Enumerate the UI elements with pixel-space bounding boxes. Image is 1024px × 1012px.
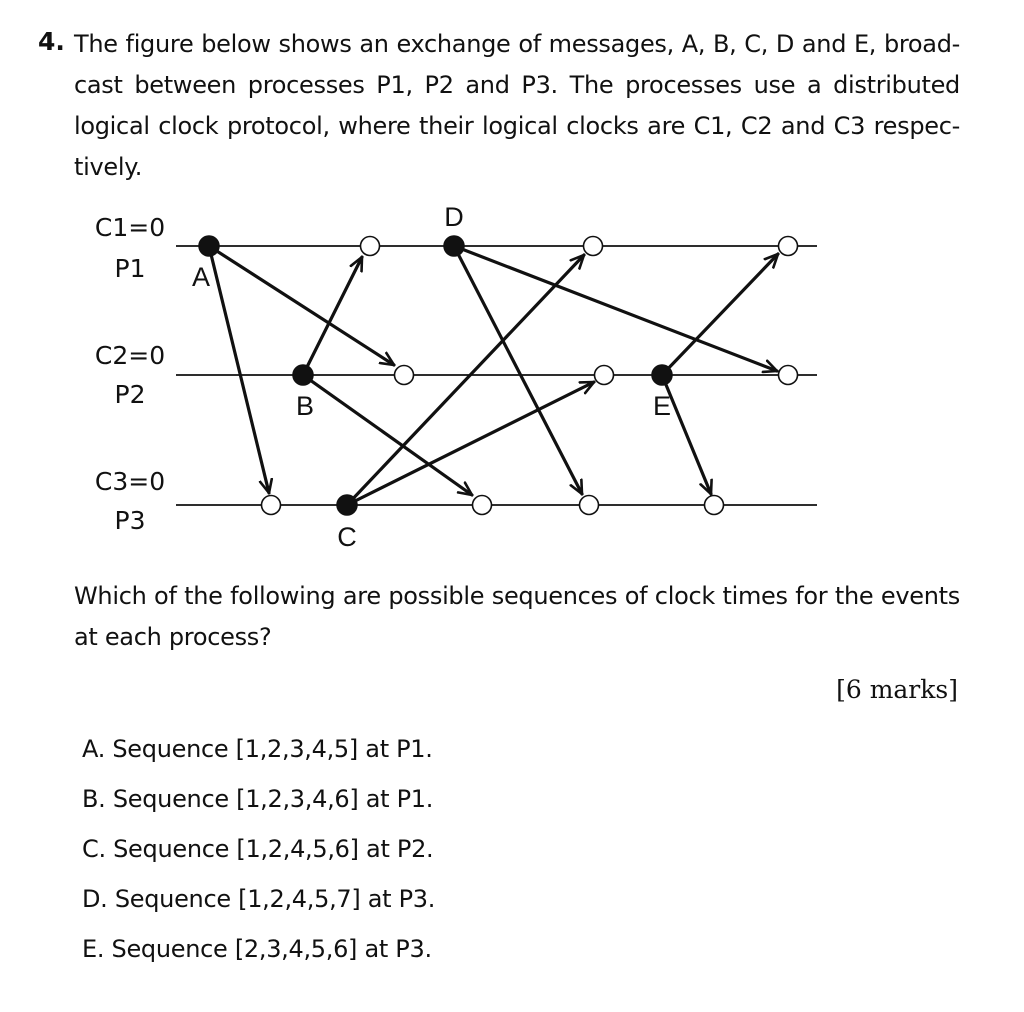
receive-event-p3-a <box>262 496 281 515</box>
arrow-c-to-p1 <box>347 255 584 505</box>
send-event-d <box>444 236 464 256</box>
prompt-line: Which of the following are possible sequences of clock times for the events <box>74 582 960 610</box>
p1-clock-label: C1=0 <box>94 213 166 242</box>
option-c: C. Sequence [1,2,4,5,6] at P2. <box>82 835 434 863</box>
p3-name-label: P3 <box>114 506 146 535</box>
send-event-c <box>337 495 357 515</box>
send-event-e <box>652 365 672 385</box>
message-label-a: A <box>191 262 211 292</box>
receive-event-p3-e <box>705 496 724 515</box>
option-b: B. Sequence [1,2,3,4,6] at P1. <box>82 785 434 813</box>
question-line: The figure below shows an exchange of messages, A, B, C, D and E, broad- <box>74 30 960 58</box>
message-label-b: B <box>295 391 315 421</box>
send-event-b <box>293 365 313 385</box>
prompt-line: at each process? <box>74 623 272 651</box>
p1-name-label: P1 <box>114 254 146 283</box>
option-d: D. Sequence [1,2,4,5,7] at P3. <box>82 885 436 913</box>
option-e: E. Sequence [2,3,4,5,6] at P3. <box>82 935 432 963</box>
question-line: tively. <box>74 153 143 181</box>
receive-event-p2-d <box>779 366 798 385</box>
receive-event-p2-a <box>395 366 414 385</box>
p2-name-label: P2 <box>114 380 146 409</box>
options-list <box>82 730 435 980</box>
option-a: A. Sequence [1,2,3,4,5] at P1. <box>82 735 433 763</box>
question-text <box>74 24 960 188</box>
question-number: 4. <box>38 27 65 56</box>
message-label-d: D <box>444 202 464 232</box>
message-label-c: C <box>337 522 357 552</box>
p2-clock-label: C2=0 <box>94 341 166 370</box>
receive-event-p1-e <box>779 237 798 256</box>
arrow-d-to-p2 <box>454 246 777 371</box>
receive-event-p3-b <box>473 496 492 515</box>
arrow-a-to-p3 <box>209 246 269 493</box>
arrow-b-to-p1 <box>303 257 362 375</box>
prompt-text <box>74 576 960 658</box>
receive-event-p3-d <box>580 496 599 515</box>
arrow-e-to-p1 <box>662 254 778 375</box>
message-exchange-diagram <box>0 190 1024 560</box>
message-label-e: E <box>652 391 672 421</box>
arrow-b-to-p3 <box>303 375 472 495</box>
receive-event-p1-b <box>361 237 380 256</box>
p3-clock-label: C3=0 <box>94 467 166 496</box>
receive-event-p2-c <box>595 366 614 385</box>
send-event-a <box>199 236 219 256</box>
arrow-a-to-p2 <box>209 246 394 365</box>
receive-event-p1-c <box>584 237 603 256</box>
question-line: cast between processes P1, P2 and P3. The processes use a distributed <box>74 71 960 99</box>
marks-label: [6 marks] <box>836 675 958 704</box>
question-line: logical clock protocol, where their logical clocks are C1, C2 and C3 respec- <box>74 112 960 140</box>
